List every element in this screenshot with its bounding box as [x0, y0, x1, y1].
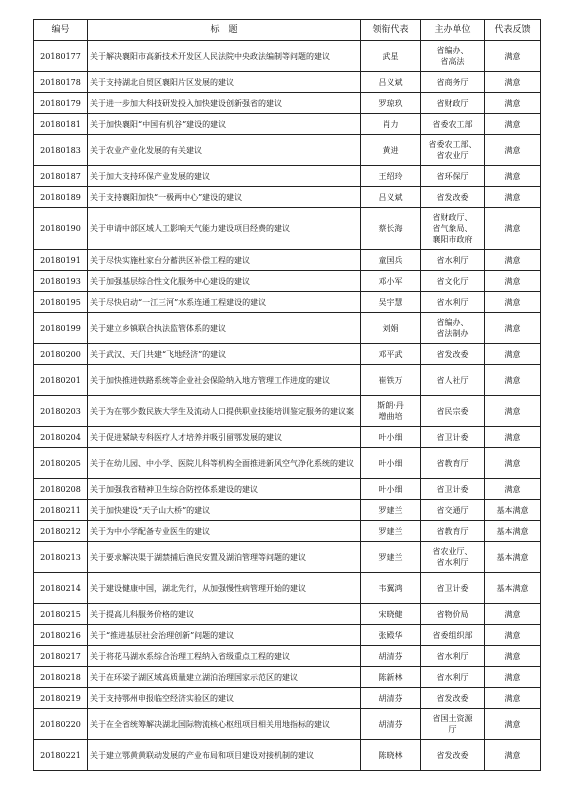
table-row: [34, 448, 541, 479]
cell-id: 20180195: [34, 292, 88, 313]
table-row: [34, 93, 541, 114]
cell-title: 关于农业产业化发展的有关建议: [88, 135, 361, 166]
cell-lead-rep: 叶小细: [361, 479, 421, 500]
cell-host-unit: 省委组织部: [421, 625, 485, 646]
cell-feedback: 满意: [485, 365, 541, 396]
header-feedback: 代表反馈: [485, 20, 541, 41]
table-row: [34, 271, 541, 292]
cell-title: 关于建立乡镇联合执法监管体系的建议: [88, 313, 361, 344]
cell-feedback: 满意: [485, 166, 541, 187]
cell-lead-rep: 吴宇慧: [361, 292, 421, 313]
cell-lead-rep: 胡清芬: [361, 709, 421, 740]
table-row: [34, 344, 541, 365]
table-row: [34, 135, 541, 166]
cell-host-unit: 省交通厅: [421, 500, 485, 521]
header-row: [34, 20, 541, 41]
cell-lead-rep: 王绍玲: [361, 166, 421, 187]
table-row: [34, 41, 541, 72]
cell-lead-rep: 胡清芬: [361, 688, 421, 709]
cell-host-unit: 省发改委: [421, 740, 485, 771]
cell-lead-rep: 宋晓健: [361, 604, 421, 625]
cell-title: 关于在全省统筹解决湖北国际物流核心枢纽项目相关用地指标的建议: [88, 709, 361, 740]
cell-id: 20180215: [34, 604, 88, 625]
cell-feedback: 基本满意: [485, 542, 541, 573]
cell-lead-rep: 邓小军: [361, 271, 421, 292]
cell-lead-rep: 陈晓林: [361, 740, 421, 771]
table-row: [34, 208, 541, 250]
cell-id: 20180193: [34, 271, 88, 292]
cell-lead-rep: 吕义斌: [361, 187, 421, 208]
cell-title: 关于武汉、天门共建“飞地经济”的建议: [88, 344, 361, 365]
table-row: [34, 365, 541, 396]
cell-id: 20180183: [34, 135, 88, 166]
cell-title: 关于加强基层综合性文化服务中心建设的建议: [88, 271, 361, 292]
cell-title: 关于加快建设“天子山大桥”的建议: [88, 500, 361, 521]
cell-feedback: 满意: [485, 271, 541, 292]
cell-lead-rep: 罗琼玖: [361, 93, 421, 114]
table-row: [34, 114, 541, 135]
table-row: [34, 166, 541, 187]
cell-lead-rep: 罗建兰: [361, 500, 421, 521]
cell-feedback: 满意: [485, 740, 541, 771]
cell-host-unit: 省发改委: [421, 187, 485, 208]
cell-title: 关于加强我省精神卫生综合防控体系建设的建议: [88, 479, 361, 500]
cell-feedback: 基本满意: [485, 573, 541, 604]
cell-feedback: 基本满意: [485, 521, 541, 542]
cell-host-unit: 省水利厅: [421, 292, 485, 313]
cell-host-unit: 省水利厅: [421, 646, 485, 667]
cell-lead-rep: 斯朗·丹 增曲培: [361, 396, 421, 427]
cell-id: 20180200: [34, 344, 88, 365]
cell-title: 关于要求解决渠于湖禁捕后渔民安置及湖泊管理等问题的建议: [88, 542, 361, 573]
cell-id: 20180213: [34, 542, 88, 573]
cell-feedback: 满意: [485, 313, 541, 344]
cell-id: 20180218: [34, 667, 88, 688]
cell-title: 关于尽快实施杜家台分蓄洪区补偿工程的建议: [88, 250, 361, 271]
cell-lead-rep: 张殿华: [361, 625, 421, 646]
header-lead-rep: 领衔代表: [361, 20, 421, 41]
table-row: [34, 427, 541, 448]
cell-feedback: 满意: [485, 250, 541, 271]
cell-feedback: 满意: [485, 427, 541, 448]
cell-host-unit: 省编办、 省法制办: [421, 313, 485, 344]
cell-title: 关于支持鄂州申报临空经济实验区的建议: [88, 688, 361, 709]
cell-feedback: 满意: [485, 625, 541, 646]
cell-title: 关于尽快启动“一江三河”水系连通工程建设的建议: [88, 292, 361, 313]
cell-feedback: 满意: [485, 479, 541, 500]
cell-feedback: 基本满意: [485, 500, 541, 521]
cell-id: 20180199: [34, 313, 88, 344]
cell-title: 关于加大支持环保产业发展的建议: [88, 166, 361, 187]
cell-id: 20180187: [34, 166, 88, 187]
table-row: [34, 250, 541, 271]
cell-id: 20180214: [34, 573, 88, 604]
cell-id: 20180208: [34, 479, 88, 500]
table-row: [34, 688, 541, 709]
cell-title: 关于促进紧缺专科医疗人才培养并吸引留鄂发展的建议: [88, 427, 361, 448]
cell-feedback: 满意: [485, 292, 541, 313]
cell-feedback: 满意: [485, 396, 541, 427]
table-row: [34, 479, 541, 500]
cell-id: 20180204: [34, 427, 88, 448]
cell-host-unit: 省物价局: [421, 604, 485, 625]
cell-id: 20180178: [34, 72, 88, 93]
cell-title: 关于加快推进铁路系统等企业社会保险纳入地方管理工作进度的建议: [88, 365, 361, 396]
header-id: 编号: [34, 20, 88, 41]
cell-title: 关于在幼儿园、中小学、医院儿科等机构全面推进新风空气净化系统的建议: [88, 448, 361, 479]
cell-title: 关于“推进基层社会治理创新”问题的建议: [88, 625, 361, 646]
cell-id: 20180191: [34, 250, 88, 271]
table-row: [34, 396, 541, 427]
cell-title: 关于支持襄阳加快“一极两中心”建设的建议: [88, 187, 361, 208]
cell-lead-rep: 陈新林: [361, 667, 421, 688]
table-row: [34, 313, 541, 344]
cell-id: 20180216: [34, 625, 88, 646]
cell-feedback: 满意: [485, 135, 541, 166]
cell-feedback: 满意: [485, 604, 541, 625]
cell-host-unit: 省农业厅、 省水利厅: [421, 542, 485, 573]
cell-lead-rep: 肖力: [361, 114, 421, 135]
cell-lead-rep: 韦翼鸿: [361, 573, 421, 604]
cell-host-unit: 省发改委: [421, 688, 485, 709]
table-row: [34, 740, 541, 771]
cell-host-unit: 省编办、 省高法: [421, 41, 485, 72]
cell-host-unit: 省商务厅: [421, 72, 485, 93]
cell-title: 关于加快襄阳“中国有机谷”建设的建议: [88, 114, 361, 135]
header-title: 标 题: [88, 20, 361, 41]
cell-title: 关于建设健康中国，湖北先行，从加强慢性病管理开始的建议: [88, 573, 361, 604]
cell-host-unit: 省水利厅: [421, 250, 485, 271]
cell-host-unit: 省民宗委: [421, 396, 485, 427]
cell-id: 20180190: [34, 208, 88, 250]
cell-lead-rep: 武星: [361, 41, 421, 72]
cell-lead-rep: 邓平武: [361, 344, 421, 365]
cell-feedback: 满意: [485, 72, 541, 93]
cell-feedback: 满意: [485, 208, 541, 250]
cell-feedback: 满意: [485, 344, 541, 365]
cell-lead-rep: 崔铁万: [361, 365, 421, 396]
table-row: [34, 573, 541, 604]
cell-feedback: 满意: [485, 709, 541, 740]
cell-host-unit: 省财政厅、 省气象局、 襄阳市政府: [421, 208, 485, 250]
cell-title: 关于为中小学配备专业医生的建议: [88, 521, 361, 542]
cell-feedback: 满意: [485, 93, 541, 114]
header-host-unit: 主办单位: [421, 20, 485, 41]
cell-lead-rep: 叶小细: [361, 448, 421, 479]
cell-host-unit: 省卫计委: [421, 573, 485, 604]
table-row: [34, 292, 541, 313]
cell-host-unit: 省国土资源 厅: [421, 709, 485, 740]
cell-feedback: 满意: [485, 41, 541, 72]
cell-id: 20180181: [34, 114, 88, 135]
cell-lead-rep: 童国兵: [361, 250, 421, 271]
cell-feedback: 满意: [485, 114, 541, 135]
proposal-table: [33, 19, 541, 771]
cell-host-unit: 省人社厅: [421, 365, 485, 396]
cell-host-unit: 省财政厅: [421, 93, 485, 114]
cell-title: 关于建立鄂黄黄联动发展的产业布局和项目建设对接机制的建议: [88, 740, 361, 771]
cell-host-unit: 省教育厅: [421, 448, 485, 479]
cell-title: 关于将花马湖水系综合治理工程纳入省级重点工程的建议: [88, 646, 361, 667]
table-row: [34, 72, 541, 93]
cell-lead-rep: 胡清芬: [361, 646, 421, 667]
cell-host-unit: 省教育厅: [421, 521, 485, 542]
cell-feedback: 满意: [485, 667, 541, 688]
cell-id: 20180177: [34, 41, 88, 72]
cell-title: 关于提高儿科服务价格的建议: [88, 604, 361, 625]
table-row: [34, 187, 541, 208]
table-row: [34, 500, 541, 521]
cell-lead-rep: 罗建兰: [361, 521, 421, 542]
cell-host-unit: 省委农工部: [421, 114, 485, 135]
cell-title: 关于为在鄂少数民族大学生及流动人口提供职业技能培训鉴定服务的建议案: [88, 396, 361, 427]
cell-lead-rep: 刘娟: [361, 313, 421, 344]
cell-host-unit: 省委农工部、 省农业厅: [421, 135, 485, 166]
cell-title: 关于在环梁子湖区域高质量建立湖泊治理国家示范区的建议: [88, 667, 361, 688]
cell-title: 关于解决襄阳市高新技术开发区人民法院中央政法编制等问题的建议: [88, 41, 361, 72]
cell-lead-rep: 罗建兰: [361, 542, 421, 573]
cell-id: 20180212: [34, 521, 88, 542]
cell-id: 20180220: [34, 709, 88, 740]
cell-id: 20180179: [34, 93, 88, 114]
cell-feedback: 满意: [485, 646, 541, 667]
cell-id: 20180219: [34, 688, 88, 709]
table-row: [34, 542, 541, 573]
cell-lead-rep: 黄进: [361, 135, 421, 166]
cell-title: 关于进一步加大科技研发投入加快建设创新强省的建议: [88, 93, 361, 114]
cell-title: 关于支持湖北自贸区襄阳片区发展的建议: [88, 72, 361, 93]
cell-id: 20180205: [34, 448, 88, 479]
cell-feedback: 满意: [485, 448, 541, 479]
table-row: [34, 625, 541, 646]
table-row: [34, 646, 541, 667]
cell-feedback: 满意: [485, 688, 541, 709]
cell-id: 20180217: [34, 646, 88, 667]
cell-lead-rep: 叶小细: [361, 427, 421, 448]
cell-title: 关于申请中部区域人工影响天气能力建设项目经费的建议: [88, 208, 361, 250]
cell-host-unit: 省发改委: [421, 344, 485, 365]
cell-id: 20180221: [34, 740, 88, 771]
table-row: [34, 667, 541, 688]
cell-id: 20180211: [34, 500, 88, 521]
cell-feedback: 满意: [485, 187, 541, 208]
table-row: [34, 604, 541, 625]
table-body: [34, 41, 541, 771]
cell-host-unit: 省环保厅: [421, 166, 485, 187]
cell-id: 20180189: [34, 187, 88, 208]
cell-host-unit: 省卫计委: [421, 427, 485, 448]
cell-lead-rep: 蔡长海: [361, 208, 421, 250]
table-row: [34, 709, 541, 740]
cell-id: 20180203: [34, 396, 88, 427]
cell-host-unit: 省卫计委: [421, 479, 485, 500]
cell-lead-rep: 吕义斌: [361, 72, 421, 93]
cell-host-unit: 省水利厅: [421, 667, 485, 688]
cell-id: 20180201: [34, 365, 88, 396]
cell-host-unit: 省文化厅: [421, 271, 485, 292]
table-row: [34, 521, 541, 542]
